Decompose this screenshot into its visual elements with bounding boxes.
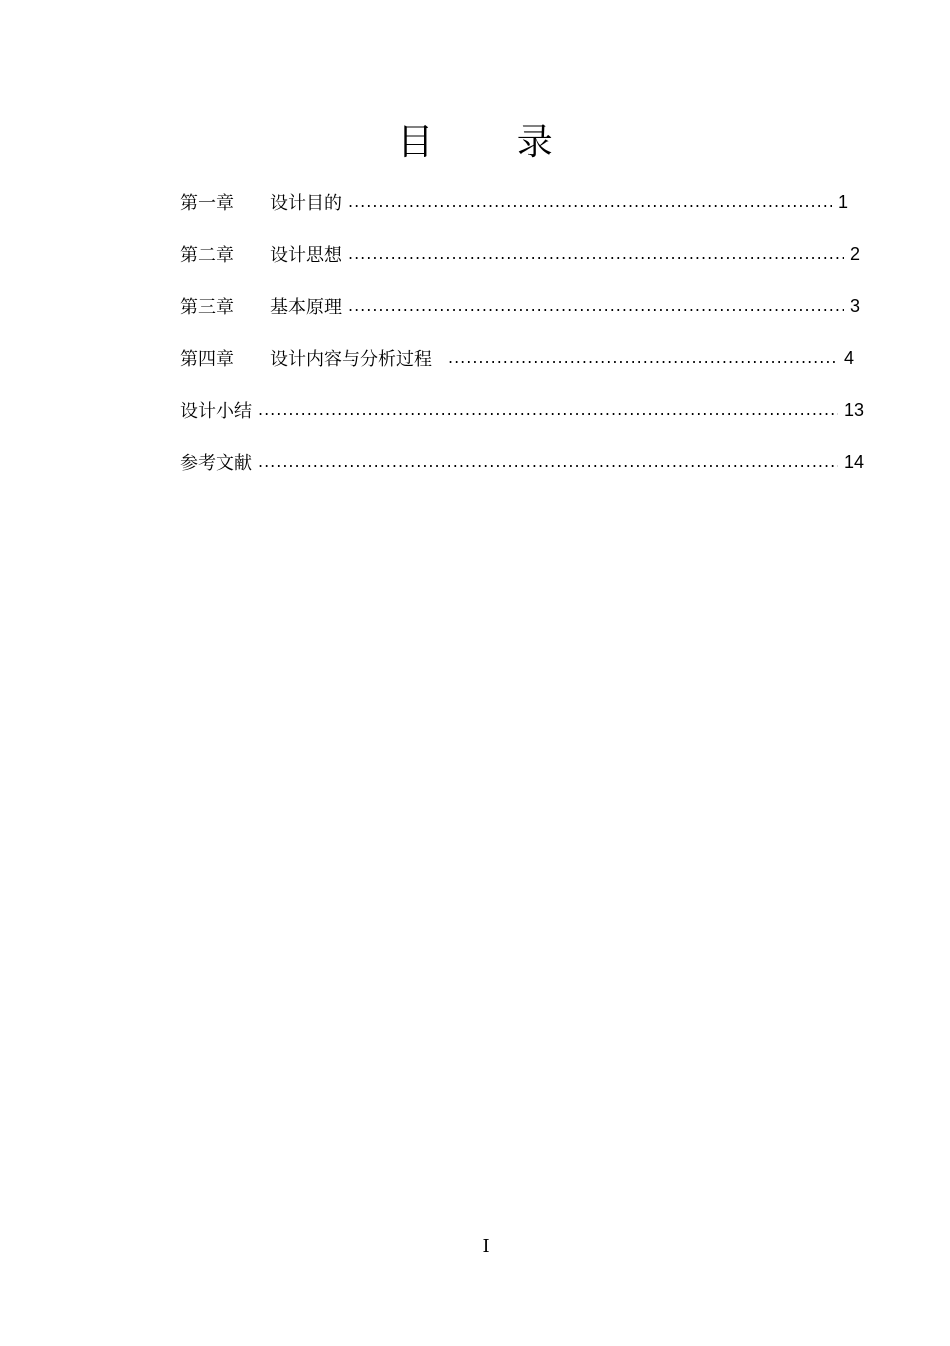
dot-leader bbox=[348, 296, 844, 316]
page-title: 目 录 bbox=[397, 122, 589, 163]
toc-entry-chapter-2[interactable] bbox=[180, 228, 870, 280]
toc-entry-chapter-3[interactable] bbox=[180, 280, 870, 332]
toc-chapter-number: 第二章 bbox=[180, 245, 234, 266]
toc-page-number: 3 bbox=[849, 295, 860, 316]
toc-page-number: 2 bbox=[849, 243, 860, 264]
toc-entry-title: 设计思想 bbox=[270, 245, 342, 266]
toc-page-number: 4 bbox=[843, 347, 854, 368]
toc-page-number: 1 bbox=[837, 191, 848, 212]
dot-leader bbox=[448, 348, 838, 368]
dot-leader bbox=[258, 400, 838, 420]
table-of-contents bbox=[180, 176, 870, 488]
dot-leader bbox=[348, 244, 844, 264]
toc-entry-title: 设计目的 bbox=[270, 193, 342, 214]
toc-entry-summary[interactable] bbox=[180, 384, 870, 436]
toc-chapter-number: 第一章 bbox=[180, 193, 234, 214]
toc-entry-references[interactable] bbox=[180, 436, 870, 488]
toc-entry-title: 设计小结 bbox=[180, 401, 252, 422]
toc-entry-title: 基本原理 bbox=[270, 297, 342, 318]
page-footer-number: I bbox=[482, 1236, 490, 1257]
toc-entry-title: 设计内容与分析过程 bbox=[270, 349, 432, 370]
toc-page-number: 14 bbox=[843, 451, 864, 472]
dot-leader bbox=[348, 192, 832, 212]
toc-entry-chapter-4[interactable] bbox=[180, 332, 870, 384]
toc-chapter-number: 第四章 bbox=[180, 349, 234, 370]
toc-entry-title: 参考文献 bbox=[180, 453, 252, 474]
toc-page-number: 13 bbox=[843, 399, 864, 420]
dot-leader bbox=[258, 452, 838, 472]
toc-chapter-number: 第三章 bbox=[180, 297, 234, 318]
toc-entry-chapter-1[interactable] bbox=[180, 176, 870, 228]
